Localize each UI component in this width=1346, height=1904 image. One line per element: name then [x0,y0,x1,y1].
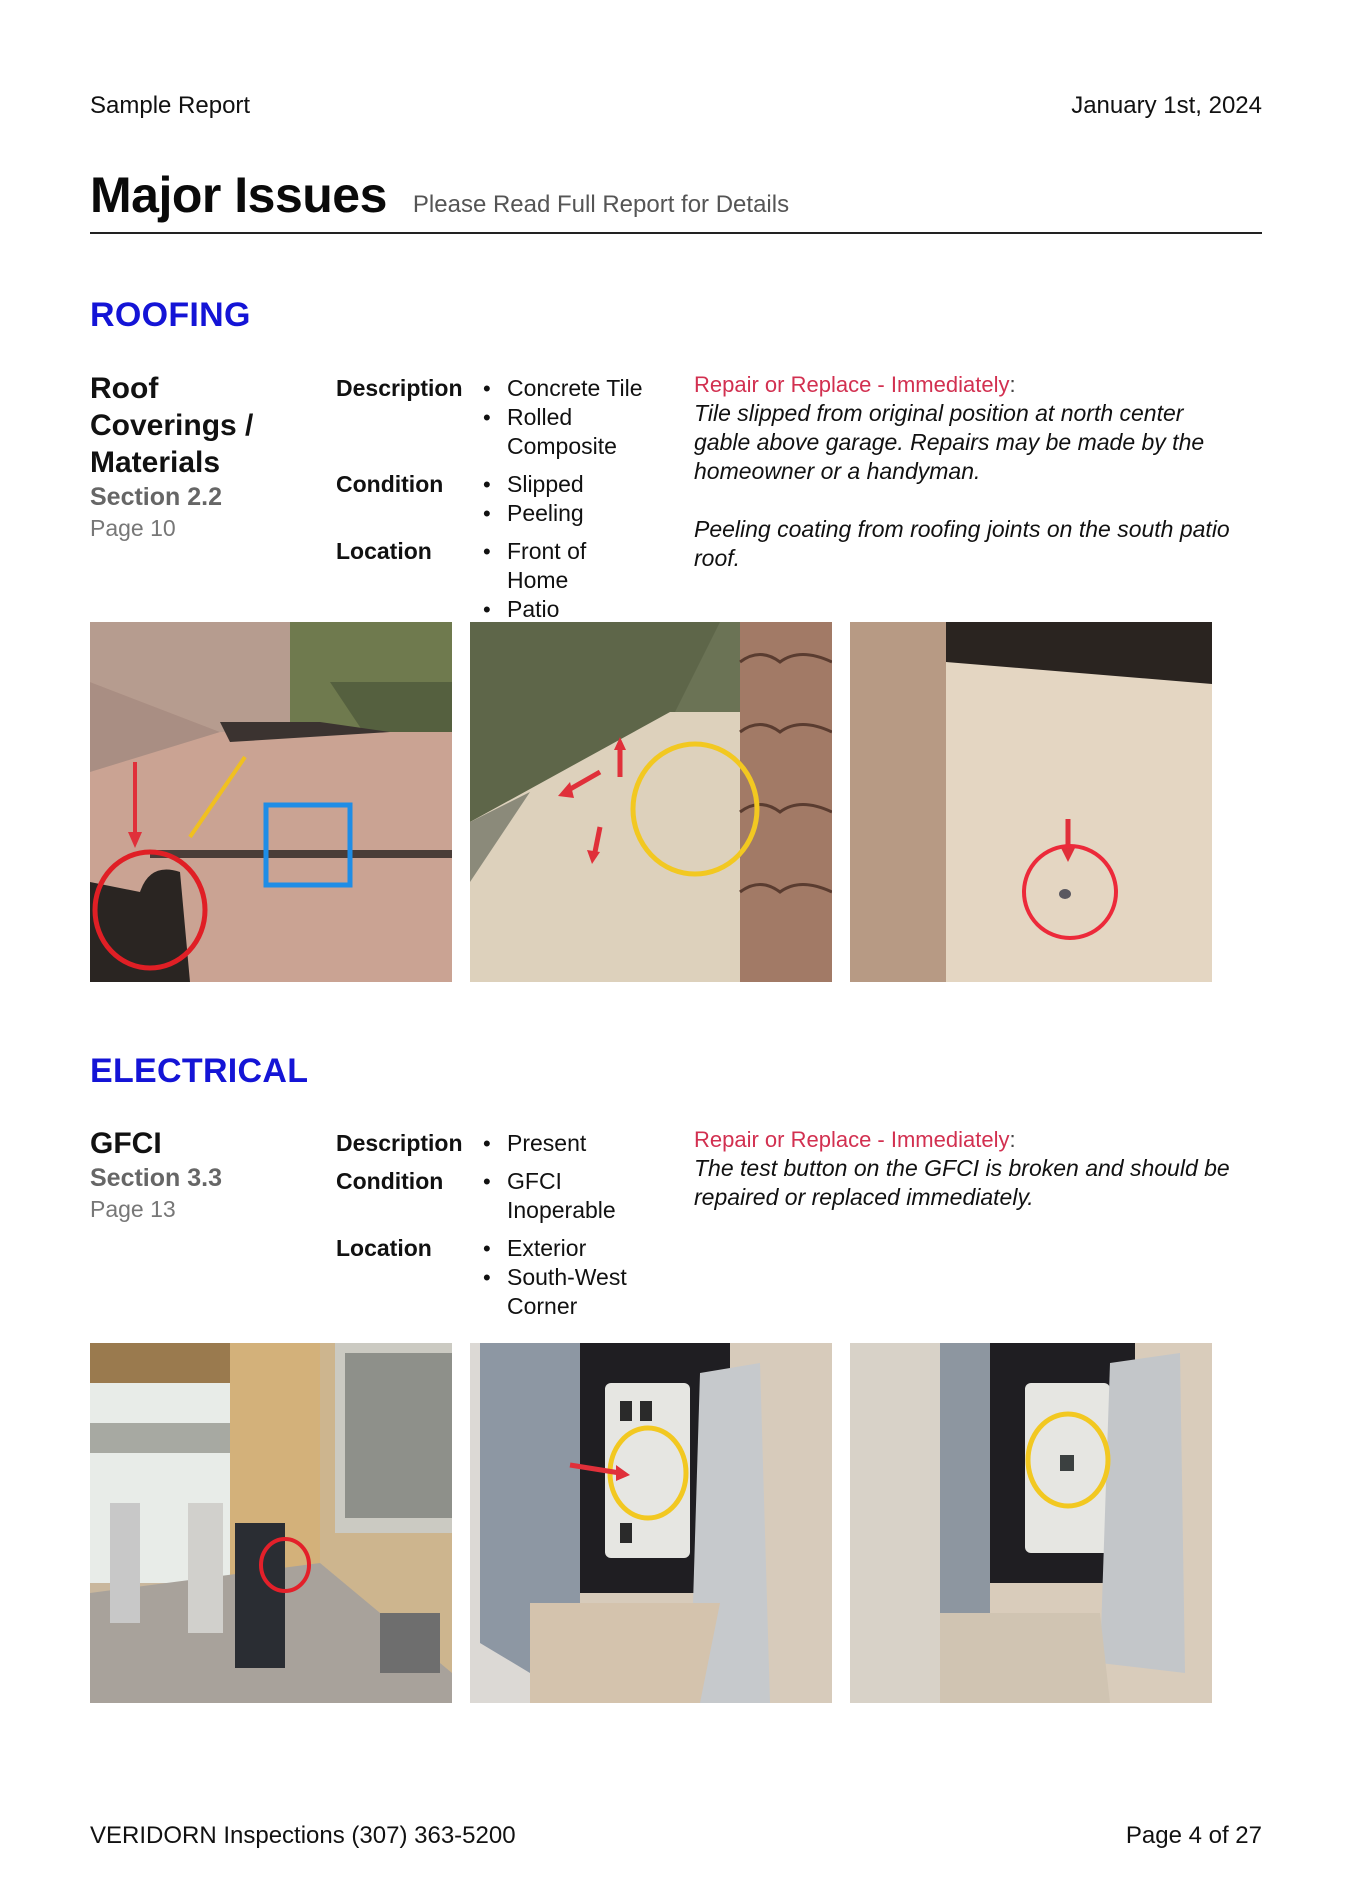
item-section-ref: Section 2.2 [90,483,222,511]
footer-page-number: Page 4 of 27 [1125,1822,1262,1849]
attribute-value: • South-West Corner [483,1263,633,1321]
page-subtitle: Please Read Full Report for Details [412,191,790,218]
item-section-ref: Section 3.3 [90,1164,222,1192]
gfci-photo-image [470,1343,832,1703]
photo-roof-1[interactable] [90,622,452,982]
severity-colon: : [1009,372,1016,397]
note-text: Peeling coating from roofing joints on the south patio roof. [694,516,1230,571]
item-title: Roof Coverings / Materials [90,372,254,479]
attribute-description [336,374,676,461]
item-title-block [90,1125,310,1224]
attribute-value: • Peeling [483,499,653,528]
item-page-ref: Page 10 [90,515,176,541]
gfci-photo-image [850,1343,1212,1703]
severity-label [694,1126,1234,1154]
attribute-value: • Front of Home [483,537,653,595]
severity-colon: : [1009,1127,1016,1152]
item-notes [694,1126,1234,1241]
report-name: Sample Report [90,92,251,119]
section-heading-electrical: ELECTRICAL [90,1052,309,1090]
photo-gfci-1[interactable] [90,1343,452,1703]
report-date: January 1st, 2024 [1071,92,1262,119]
attribute-label: Condition [336,1168,444,1194]
attribute-value: • Concrete Tile [483,374,653,403]
attribute-label: Condition [336,471,444,497]
page-title-row [90,166,789,224]
attribute-label: Location [336,1235,432,1261]
note-text: Tile slipped from original position at north center gable above garage. Repairs may be made by the homeowner or a handyman. [694,400,1205,484]
attribute-condition [336,1167,676,1225]
photo-row-roofing [90,622,1212,982]
attribute-values [483,374,653,461]
attribute-values [483,1167,623,1225]
photo-roof-3[interactable] [850,622,1212,982]
photo-gfci-2[interactable] [470,1343,832,1703]
photo-gfci-3[interactable] [850,1343,1212,1703]
attribute-value: • GFCI Inoperable [483,1167,623,1225]
attribute-value: • Exterior [483,1234,633,1263]
item-title: GFCI [90,1127,162,1160]
attribute-value: • Patio [483,595,653,624]
attribute-values [483,1234,633,1321]
attribute-condition [336,470,676,528]
attribute-values [483,1129,653,1158]
item-attributes [336,374,676,633]
severity-text: Repair or Replace - Immediately [694,1127,1010,1152]
attribute-location [336,1234,676,1321]
attribute-description [336,1129,676,1158]
footer-company: VERIDORN Inspections (307) 363-5200 [90,1822,516,1849]
roof-photo-image [850,622,1212,982]
section-heading-roofing: ROOFING [90,296,251,334]
note-text: The test button on the GFCI is broken and should be repaired or replaced immediately. [694,1155,1230,1210]
item-title-block [90,370,310,543]
item-page-ref: Page 13 [90,1196,176,1222]
attribute-label: Description [336,375,463,401]
attribute-value: • Present [483,1129,653,1158]
attribute-values [483,537,653,624]
severity-text: Repair or Replace - Immediately [694,372,1010,397]
attribute-value: • Rolled Composite [483,403,653,461]
item-attributes [336,1129,676,1330]
roof-photo-image [470,622,832,982]
photo-roof-2[interactable] [470,622,832,982]
attribute-location [336,537,676,624]
attribute-values [483,470,653,528]
photo-row-electrical [90,1343,1212,1703]
page-title: Major Issues [90,167,387,223]
item-notes [694,371,1234,602]
gfci-photo-image [90,1343,452,1703]
attribute-label: Location [336,538,432,564]
attribute-label: Description [336,1130,463,1156]
header-divider [90,232,1262,234]
roof-photo-image [90,622,452,982]
attribute-value: • Slipped [483,470,653,499]
severity-label [694,371,1234,399]
